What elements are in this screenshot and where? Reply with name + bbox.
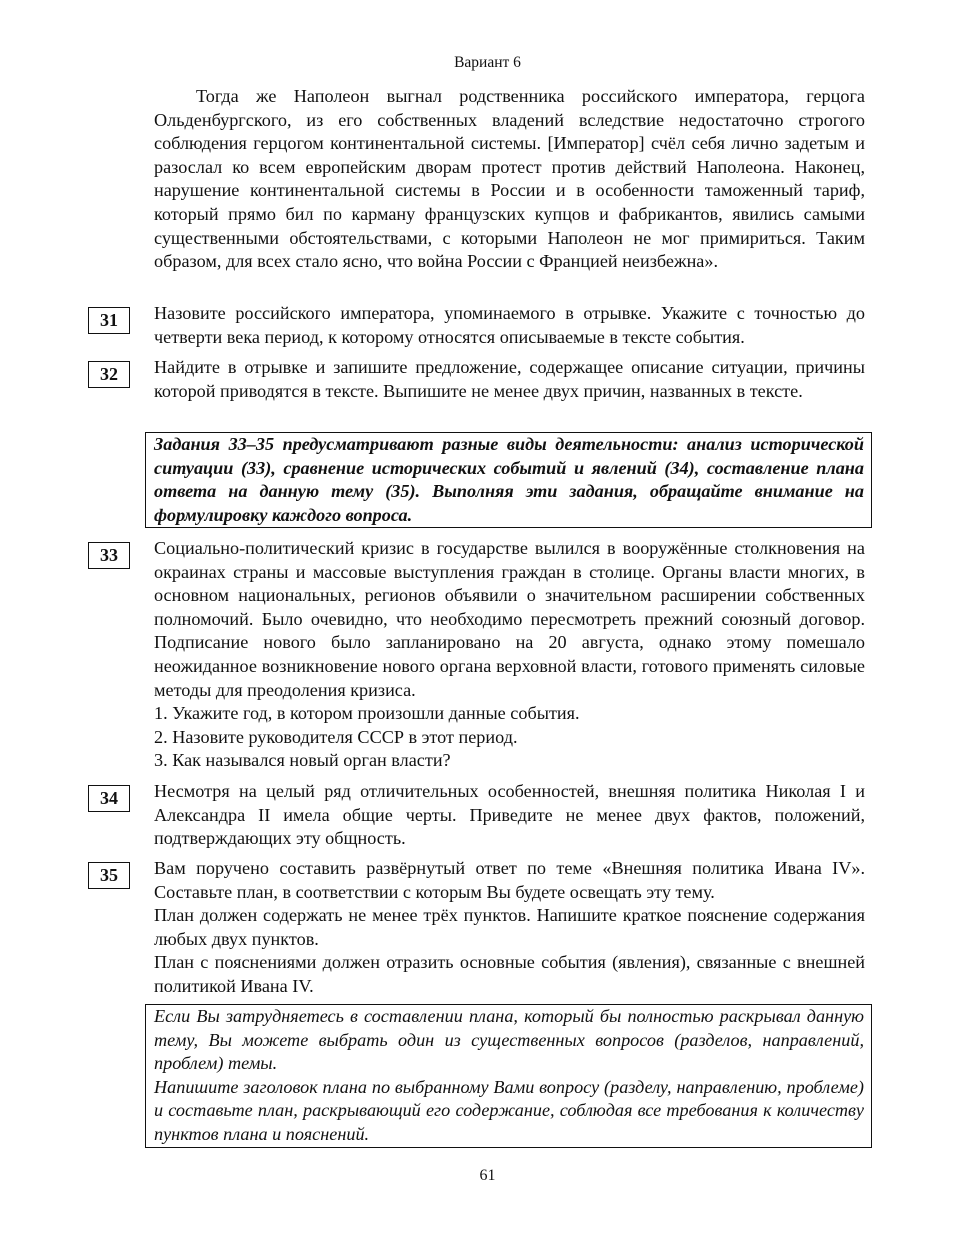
- hint-paragraph-1: Если Вы затрудняетесь в составлении плана, который бы полностью раскрывал данную тему, Вы можете выбрать один из существенных вопросов (разделов, направлений, проблем) темы.: [154, 1006, 864, 1074]
- task-32-number: 32: [88, 361, 130, 388]
- hint-paragraph-2: Напишите заголовок плана по выбранному Вами вопросу (разделу, направлению, проблеме) и составьте план, раскрывающий его содержание, соблюдая все требования к количеству пунктов плана и пояснений.: [154, 1076, 864, 1144]
- task-31-number: 31: [88, 307, 130, 334]
- task-34-number: 34: [88, 785, 130, 812]
- task-34-text: Несмотря на целый ряд отличительных особенностей, внешняя политика Николая I и Александра II имела общие черты. Приведите не менее двух фактов, положений, подтверждающих эту общность.: [154, 781, 865, 849]
- hint-box: [145, 1004, 872, 1148]
- task-35-paragraph-1: Вам поручено составить развёрнутый ответ по теме «Внешняя политика Ивана IV». Составьте план, в соответствии с которым Вы будете освещать эту тему.: [154, 858, 865, 902]
- task-35-paragraph-2: План должен содержать не менее трёх пунктов. Напишите краткое пояснение содержания любых двух пунктов.: [154, 905, 865, 949]
- page-number: 61: [479, 1167, 496, 1184]
- source-excerpt: [154, 85, 865, 274]
- task-34: [154, 780, 865, 851]
- task-35-number: 35: [88, 862, 130, 889]
- task-35: [154, 857, 865, 999]
- task-33-number: 33: [88, 542, 130, 569]
- task-32: [154, 356, 865, 403]
- instruction-text: Задания 33–35 предусматривают разные виды деятельности: анализ исторической ситуации (33), сравнение исторических событий и явлений (34), составление плана ответа на данную тему (35). Выполняя эти задания, обращайте внимание на формулировку каждого вопроса.: [154, 434, 864, 525]
- source-paragraph: Тогда же Наполеон выгнал родственника российского императора, герцога Ольденбургского, из его собственных владений вследствие недостаточно строгого соблюдения герцогом континентальной системы. [Император] счёл себя лично задетым и разослал ко всем европейским дворам протест против действий Наполеона. Наконец, нарушение континентальной системы в России и в особенности таможенный тариф, который прямо бил по карману французских купцов и фабрикантов, явились самыми существенными обстоятельствами, с которыми Наполеон не мог примириться. Таким образом, для всех стало ясно, что война России с Францией неизбежна».: [154, 86, 865, 272]
- task-31: [154, 302, 865, 349]
- task-33-question-1: 1. Укажите год, в котором произошли данные события.: [154, 703, 580, 724]
- task-33: [154, 537, 865, 773]
- task-33-question-2: 2. Назовите руководителя СССР в этот период.: [154, 726, 518, 747]
- task-32-text: Найдите в отрывке и запишите предложение, содержащее описание ситуации, причины которой приводятся в тексте. Выпишите не менее двух причин, названных в тексте.: [154, 357, 865, 401]
- task-35-paragraph-3: План с пояснениями должен отразить основные события (явления), связанные с внешней политикой Ивана IV.: [154, 952, 865, 996]
- task-33-question-3: 3. Как назывался новый орган власти?: [154, 750, 451, 771]
- variant-header: Вариант 6: [454, 54, 521, 71]
- task-33-text: Социально-политический кризис в государстве вылился в вооружённые столкновения на окраинах страны и массовые выступления граждан в столице. Органы власти многих, в основном национальных, регионов объявили о значительном расширении собственных полномочий. Было очевидно, что необходимо пересмотреть прежний союзный договор. Подписание нового было запланировано на 20 августа, однако этому помешало неожиданное возникновение нового органа верховной власти, готового применять силовые методы для преодоления кризиса.: [154, 538, 865, 700]
- instruction-box: [145, 432, 872, 528]
- task-31-text: Назовите российского императора, упоминаемого в отрывке. Укажите с точностью до четверти века период, к которому относятся описываемые в тексте события.: [154, 303, 865, 347]
